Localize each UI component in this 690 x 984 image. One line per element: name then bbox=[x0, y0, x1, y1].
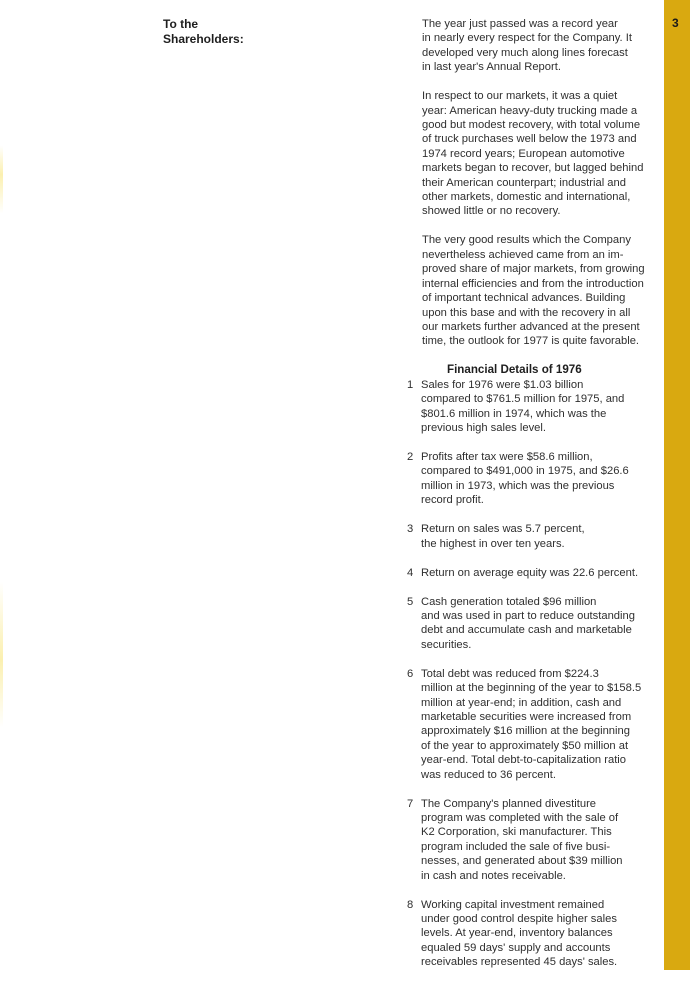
item-line: program was completed with the sale of bbox=[421, 812, 619, 825]
item-text bbox=[421, 595, 662, 653]
item-line: program included the sale of five busi- bbox=[421, 840, 611, 853]
item-number: 8 bbox=[407, 898, 414, 911]
item-text bbox=[421, 378, 662, 436]
item-line: Cash generation totaled $96 million bbox=[421, 595, 597, 608]
paragraph-line: of truck purchases well below the 1973 and bbox=[422, 133, 637, 146]
intro-paragraphs bbox=[407, 17, 662, 349]
paragraph-line: in nearly every respect for the Company. It bbox=[422, 32, 632, 45]
paragraph-line: in last year's Annual Report. bbox=[422, 61, 561, 74]
item-line: Working capital investment remained bbox=[421, 898, 605, 911]
item-line: million at year-end; in addition, cash and bbox=[421, 696, 622, 709]
salutation-heading: To the Shareholders: bbox=[163, 17, 244, 46]
financial-details-heading: Financial Details of 1976 bbox=[447, 363, 582, 377]
paragraph-line: their American counterpart; industrial and bbox=[422, 176, 626, 189]
paragraph-line: of important technical advances. Building bbox=[422, 292, 626, 305]
item-line: Total debt was reduced from $224.3 bbox=[421, 667, 599, 680]
item-line: record profit. bbox=[421, 494, 484, 507]
financial-details-list bbox=[407, 378, 662, 970]
paragraph-line: internal efficiencies and from the introduction bbox=[422, 277, 644, 290]
item-line: in cash and notes receivable. bbox=[421, 869, 566, 882]
paragraph-line: showed little or no recovery. bbox=[422, 205, 561, 218]
item-line: The Company's planned divestiture bbox=[421, 797, 597, 810]
paragraph-line: year: American heavy-duty trucking made a bbox=[422, 104, 638, 117]
financial-detail-item bbox=[407, 797, 662, 883]
item-line: million in 1973, which was the previous bbox=[421, 479, 615, 492]
page-edge-shading bbox=[0, 0, 3, 970]
paragraph-line: other markets, domestic and international, bbox=[422, 191, 631, 204]
item-line: equaled 59 days' supply and accounts bbox=[421, 941, 611, 954]
paragraph-line: The year just passed was a record year bbox=[422, 18, 618, 30]
paragraph bbox=[422, 89, 662, 219]
page-number: 3 bbox=[672, 16, 679, 30]
item-text bbox=[421, 522, 662, 551]
item-line: Return on average equity was 22.6 percent. bbox=[421, 566, 639, 579]
item-line: was reduced to 36 percent. bbox=[421, 768, 556, 781]
financial-detail-item bbox=[407, 450, 662, 508]
paragraph-line: good but modest recovery, with total volume bbox=[422, 119, 641, 132]
paragraph-line: developed very much along lines forecast bbox=[422, 46, 628, 59]
item-line: the highest in over ten years. bbox=[421, 537, 565, 550]
item-line: compared to $491,000 in 1975, and $26.6 bbox=[421, 465, 629, 478]
paragraph-line: markets began to recover, but lagged behind bbox=[422, 162, 644, 175]
item-line: marketable securities were increased from bbox=[421, 711, 632, 723]
item-line: K2 Corporation, ski manufacturer. This bbox=[421, 826, 612, 839]
financial-detail-item bbox=[407, 566, 662, 580]
item-line: million at the beginning of the year to $158.5 bbox=[421, 682, 642, 695]
paragraph-line: In respect to our markets, it was a quiet bbox=[422, 90, 618, 103]
item-line: approximately $16 million at the beginning bbox=[421, 725, 630, 738]
paragraph bbox=[422, 233, 662, 348]
paragraph-line: time, the outlook for 1977 is quite favorable. bbox=[422, 335, 640, 348]
item-line: Profits after tax were $58.6 million, bbox=[421, 450, 593, 463]
yellow-margin-bar bbox=[664, 0, 690, 970]
item-line: previous high sales level. bbox=[421, 421, 546, 434]
financial-detail-item bbox=[407, 667, 662, 782]
item-line: levels. At year-end, inventory balances bbox=[421, 927, 613, 940]
item-line: debt and accumulate cash and marketable bbox=[421, 624, 632, 637]
item-text bbox=[421, 898, 662, 970]
paragraph-line: The very good results which the Company bbox=[422, 234, 631, 247]
item-line: securities. bbox=[421, 638, 472, 651]
item-number: 2 bbox=[407, 450, 414, 463]
item-number: 6 bbox=[407, 667, 414, 680]
item-number: 1 bbox=[407, 378, 414, 391]
paragraph-line: upon this base and with the recovery in all bbox=[422, 306, 631, 319]
item-line: receivables represented 45 days' sales. bbox=[421, 956, 618, 969]
item-line: and was used in part to reduce outstanding bbox=[421, 609, 635, 622]
item-line: Sales for 1976 were $1.03 billion bbox=[421, 378, 584, 391]
paragraph-line: our markets further advanced at the present bbox=[422, 320, 640, 333]
financial-detail-item bbox=[407, 522, 662, 551]
item-line: compared to $761.5 million for 1975, and bbox=[421, 393, 625, 406]
item-line: year-end. Total debt-to-capitalization ratio bbox=[421, 754, 627, 767]
item-line: Return on sales was 5.7 percent, bbox=[421, 523, 585, 536]
item-number: 5 bbox=[407, 595, 414, 608]
financial-detail-item bbox=[407, 595, 662, 653]
item-text bbox=[421, 797, 662, 883]
item-line: under good control despite higher sales bbox=[421, 913, 617, 926]
item-text bbox=[421, 450, 662, 508]
item-text bbox=[421, 566, 662, 580]
paragraph-line: proved share of major markets, from growing bbox=[422, 263, 645, 276]
item-text bbox=[421, 667, 662, 782]
item-line: of the year to approximately $50 million at bbox=[421, 739, 629, 752]
item-number: 7 bbox=[407, 797, 414, 810]
letter-body bbox=[407, 17, 662, 984]
financial-detail-item bbox=[407, 378, 662, 436]
financial-detail-item bbox=[407, 898, 662, 970]
item-number: 4 bbox=[407, 566, 414, 579]
item-number: 3 bbox=[407, 523, 414, 536]
item-line: $801.6 million in 1974, which was the bbox=[421, 407, 607, 420]
paragraph bbox=[422, 17, 662, 75]
item-line: nesses, and generated about $39 million bbox=[421, 855, 623, 868]
paragraph-line: nevertheless achieved came from an im- bbox=[422, 248, 624, 261]
paragraph-line: 1974 record years; European automotive bbox=[422, 147, 625, 160]
